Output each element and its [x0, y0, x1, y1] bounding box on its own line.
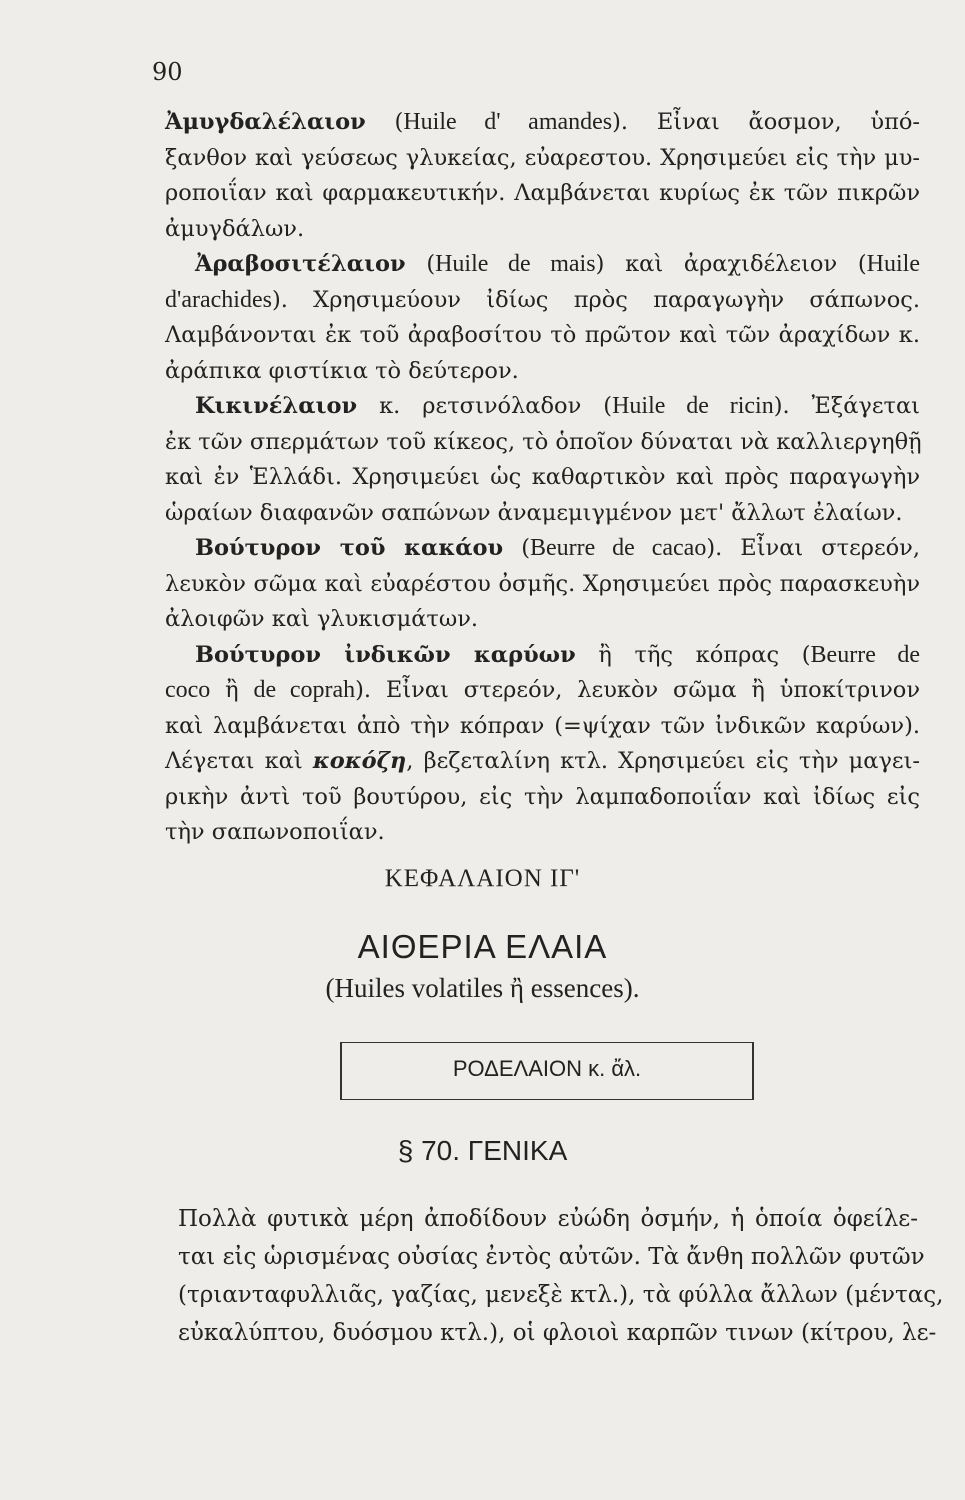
- entry-text: ἢ: [210, 677, 254, 703]
- entry-text: ). Εἶναι ἄοσμον, ὑπό-: [612, 109, 921, 135]
- entry-text: ἐκ τῶν σπερμάτων τοῦ κίκεος, τὸ ὁποῖον δύναται νὰ καλλιεργηθῇ: [165, 428, 922, 455]
- entry-line: [165, 815, 920, 851]
- entry-term: Βούτυρον ἰνδικῶν καρύων: [195, 641, 576, 668]
- entry-line: [165, 389, 920, 425]
- body-line: Πολλὰ φυτικὰ μέρη ἀποδίδουν εὐώδη ὀσμήν, ἡ ὁποία ὀφείλε-: [178, 1206, 918, 1232]
- entry-line: [165, 460, 920, 496]
- section-heading: § 70. ΓΕΝΙΚΑ: [397, 1135, 568, 1166]
- page-number: 90: [152, 58, 183, 86]
- entry-text: ροποιΐαν καὶ φαρμακευτικήν. Λαμβάνεται κυρίως ἐκ τῶν πικρῶν: [165, 180, 920, 206]
- entry-term: Κικινέλαιον: [195, 393, 358, 419]
- entry-line: [165, 212, 920, 248]
- entry-line: [165, 780, 920, 816]
- entry-line: [165, 425, 920, 461]
- entry-text: ἢ τῆς κόπρας (: [575, 641, 811, 668]
- entry-line: [165, 141, 920, 177]
- entry-line: [165, 283, 920, 319]
- latin-name: Beurre de: [810, 641, 920, 668]
- entry-line: [165, 247, 920, 283]
- latin-name: Huile de ricin: [612, 393, 774, 419]
- entry-text: ). Εἶναι στερεόν, λευκὸν σῶμα ἢ ὑποκίτρινον: [355, 677, 921, 703]
- entry-line: [165, 567, 920, 603]
- entry-term: Ἀραβοσιτέλαιον: [195, 251, 406, 277]
- entries-block: [165, 105, 920, 851]
- latin-name: coco: [165, 677, 211, 703]
- entry-line: [165, 176, 920, 212]
- entry-text: (: [503, 535, 530, 561]
- latin-name: d'arachides: [165, 286, 272, 313]
- entry-line: [165, 354, 920, 390]
- entry-text: , βεζεταλίνη κτλ. Χρησιμεύει εἰς τὴν μαγει-: [406, 748, 920, 774]
- body-line: εὐκαλύπτου, δυόσμου κτλ.), οἱ φλοιοὶ καρπῶν τινων (κίτρου, λε-: [178, 1320, 937, 1346]
- entry-text: ἀλοιφῶν καὶ γλυκισμάτων.: [165, 606, 479, 632]
- entry-text: καὶ λαμβάνεται ἀπὸ τὴν κόπραν (=ψίχαν τῶν ἰνδικῶν καρύων).: [165, 712, 920, 739]
- body-line: ται εἰς ὡρισμένας οὐσίας ἐντὸς αὐτῶν. Τὰ ἄνθη πολλῶν φυτῶν: [178, 1244, 925, 1270]
- subject-box: [340, 1042, 754, 1100]
- entry-line: [165, 531, 920, 567]
- entry-text: Λέγεται καὶ: [165, 748, 313, 774]
- latin-name: Huile d' amandes: [403, 109, 613, 135]
- entry-text: ξανθον καὶ γεύσεως γλυκείας, εὐαρεστου. Χρησιμεύει εἰς τὴν μυ-: [165, 144, 920, 171]
- latin-name: de coprah: [253, 677, 356, 703]
- body-line: (τριανταφυλλιᾶς, γαζίας, μενεξὲ κτλ.), τὰ φύλλα ἄλλων (μέντας,: [178, 1282, 944, 1308]
- latin-name: Huile: [866, 251, 920, 277]
- entry-text: κ. ρετσινόλαδον (: [357, 393, 613, 419]
- chapter-title: ΑΙΘΕΡΙΑ ΕΛΑΙΑ: [357, 928, 608, 965]
- entry-text: ὡραίων διαφανῶν σαπώνων ἀναμεμιγμένον μετ' ἄλλωτ ἐλαίων.: [165, 499, 903, 526]
- chapter-subtitle: (Huiles volatiles ἢ essences).: [325, 973, 640, 1003]
- entry-text: Λαμβάνονται ἐκ τοῦ ἀραβοσίτου τὸ πρῶτον καὶ τῶν ἀραχίδων κ.: [165, 322, 920, 348]
- entry-line: [165, 638, 920, 674]
- entry-text: ἀμυγδάλων.: [165, 215, 305, 242]
- subject-box-text: ΡΟΔΕΛΑΙΟΝ κ. ἄλ.: [452, 1056, 642, 1081]
- entry-line: [165, 709, 920, 745]
- entry-line: [165, 744, 920, 780]
- entry-line: [165, 105, 920, 141]
- entry-text: ). Εἶναι στερεόν,: [706, 535, 921, 561]
- entry-text: καὶ ἐν Ἑλλάδι. Χρησιμεύει ὡς καθαρτικὸν καὶ πρὸς παραγωγὴν: [165, 464, 920, 490]
- entry-text: λευκὸν σῶμα καὶ εὐαρέστου ὀσμῆς. Χρησιμεύει πρὸς παρασκευὴν: [165, 570, 920, 597]
- entry-text: ). Ἐξάγεται: [773, 393, 920, 419]
- latin-name: Beurre de cacao: [529, 535, 707, 561]
- entry-text: ἀράπικα φιστίκια τὸ δεύτερον.: [165, 357, 519, 384]
- entry-line: [165, 602, 920, 638]
- entry-line: [165, 496, 920, 532]
- entry-text: ). Χρησιμεύουν ἰδίως πρὸς παραγωγὴν σάπωνος.: [271, 286, 920, 313]
- entry-term: Βούτυρον τοῦ κακάου: [195, 535, 504, 561]
- entry-text: ) καὶ ἀραχιδέλειον (: [595, 251, 867, 277]
- entry-line: [165, 673, 920, 709]
- entry-text: ρικὴν ἀντὶ τοῦ βουτύρου, εἰς τὴν λαμπαδοποιΐαν καὶ ἰδίως εἰς: [165, 783, 920, 810]
- entry-text: κοκόζη: [312, 748, 407, 774]
- body-paragraph: [178, 1200, 944, 1352]
- entry-text: τὴν σαπωνοποιΐαν.: [165, 819, 385, 845]
- chapter-label: ΚΕΦΑΛΑΙΟΝ ΙΓ': [384, 865, 581, 892]
- entry-text: (: [365, 109, 404, 135]
- latin-name: Huile de mais: [435, 251, 596, 277]
- entry-term: Ἀμυγδαλέλαιον: [165, 109, 366, 135]
- entry-line: [165, 318, 920, 354]
- entry-text: (: [405, 251, 436, 277]
